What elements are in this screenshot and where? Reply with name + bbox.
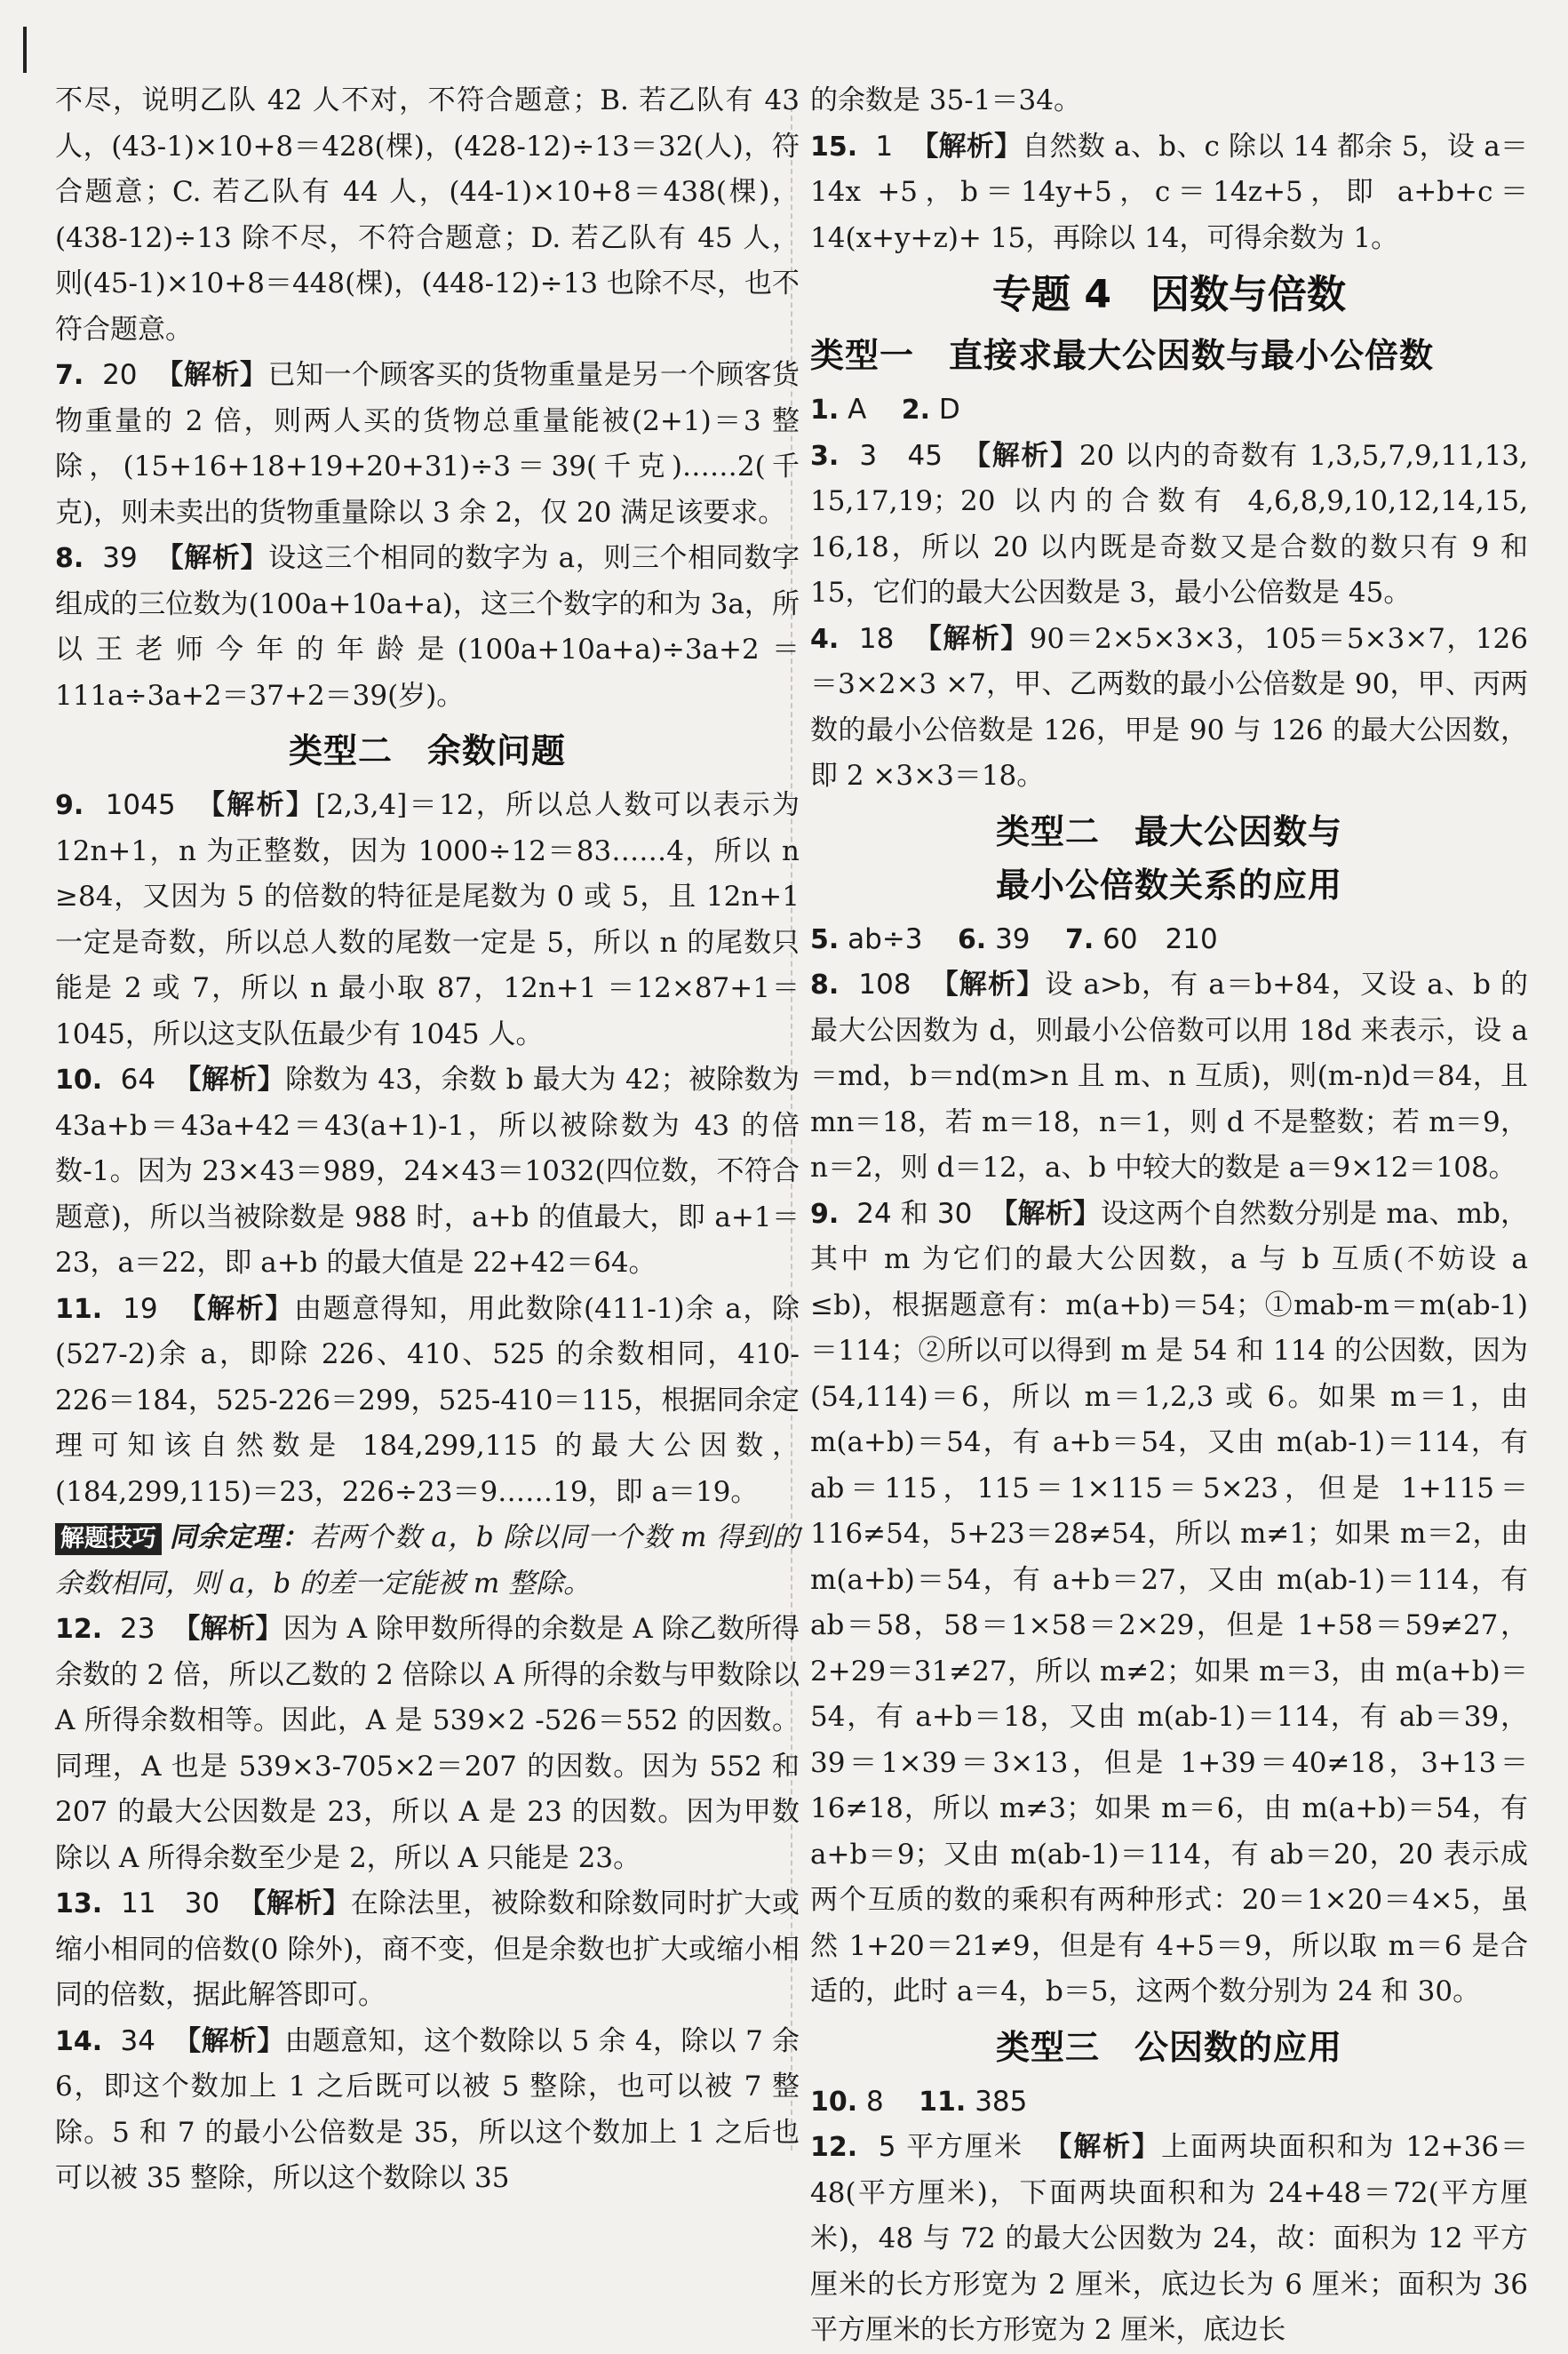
item-explanation: [2,3,4]＝12，所以总人数可以表示为 12n+1，n 为正整数，因为 1000÷12＝83……4，所以 n ≥84，又因为 5 的倍数的特征是尾数为 0 或 5，且 12n+1 一定是奇数，所以总人数的尾数一定是 5，所以 n 的尾数只能是 2 或 7，所以 n 最小取 87，12n+1 ＝12×87+1＝1045，所以这支队伍最少有 1045 人。: [55, 789, 800, 1050]
item-number: 6.: [957, 923, 987, 955]
item-answer: ab÷3: [848, 922, 923, 955]
analysis-tag: 【解析】: [930, 969, 1046, 1001]
analysis-tag: 【解析】: [1044, 2131, 1162, 2163]
page-edge-mark: [23, 27, 27, 73]
answer-items-1-2: [810, 387, 1528, 434]
section-heading-common-factor: 类型三 公因数的应用: [995, 2027, 1342, 2067]
item-answer: 5 平方厘米: [878, 2131, 1023, 2163]
answer-item-12: [810, 2125, 1528, 2354]
analysis-tag: 【解析】: [173, 2024, 285, 2057]
item-answer: 39: [995, 922, 1031, 955]
answer-item-8: [55, 536, 800, 719]
item-number: 4.: [810, 623, 840, 655]
answer-item-7: [55, 353, 800, 536]
item-number: 11.: [919, 2086, 967, 2118]
item-explanation: 设 a>b，有 a＝b+84，又设 a、b 的最大公因数为 d，则最小公倍数可以用 18d 来表示，设 a＝md，b＝nd(m>n 且 m、n 互质)，则(m-n)d＝84，且 mn＝18，若 m＝18，n＝1，则 d 不是整数；若 m＝9，n＝2，则 d＝12，a、b 中较大的数是 a＝9×12＝108。: [810, 969, 1528, 1184]
answer-item-13: [55, 1881, 800, 2019]
analysis-tag: 【解析】: [990, 1197, 1101, 1230]
item-number: 9.: [55, 790, 84, 821]
item-answer: 3 45: [859, 439, 943, 472]
item-number: 5.: [810, 923, 840, 955]
analysis-tag: 【解析】: [172, 1613, 283, 1645]
analysis-tag: 【解析】: [196, 789, 316, 821]
item-answer: 11 30: [121, 1887, 220, 1919]
topic-title: 专题 4 因数与倍数: [992, 272, 1346, 317]
answer-item-11: [55, 1287, 800, 1516]
item-number: 12.: [810, 2132, 858, 2163]
tip-bold: 同余定理：: [169, 1521, 310, 1553]
item-explanation: 自然数 a、b、c 除以 14 都余 5，设 a＝14x +5，b＝14y+5，c＝14z+5，即 a+b+c＝14(x+y+z)+ 15，再除以 14，可得余数为 1。: [810, 130, 1529, 254]
left-column: [55, 78, 800, 2202]
answer-items-5-7: [810, 917, 1528, 963]
item-answer: 64: [120, 1064, 156, 1096]
item-number: 10.: [55, 1065, 103, 1096]
item-explanation: 由题意得知，用此数除(411-1)余 a，除(527-2)余 a，即除 226、410、525 的余数相同，410-226＝184，525-226＝299，525-410＝115，根据同余定理可知该自然数是 184,299,115 的最大公因数，(184,299,115)＝23，226÷23＝9……19，即 a＝19。: [55, 1292, 800, 1508]
item-number: 9.: [810, 1198, 840, 1230]
item-explanation: 除数为 43，余数 b 最大为 42；被除数为 43a+b＝43a+42＝43(a+1)-1，所以被除数为 43 的倍数-1。因为 23×43＝989，24×43＝1032(四位数，不符合题意)，所以当被除数是 988 时，a+b 的值最大，即 a+1＝23，a＝22，即 a+b 的最大值是 22+42＝64。: [55, 1064, 800, 1279]
answer-item-12: [55, 1607, 800, 1881]
answer-item-14: [55, 2019, 800, 2202]
tip-box: [55, 1515, 800, 1607]
answer-item-4: [810, 617, 1528, 800]
item-explanation: 上面两块面积和为 12+36＝48(平方厘米)，下面两块面积和为 24+48＝72(平方厘米)，48 与 72 的最大公因数为 24，故：面积为 12 平方厘米的长方形宽为 2 厘米，底边长为 6 厘米；面积为 36 平方厘米的长方形宽为 2 厘米，底边长: [810, 2131, 1528, 2346]
item-answer: 385: [975, 2085, 1028, 2118]
item-answer: 34: [120, 2024, 155, 2057]
analysis-tag: 【解析】: [911, 130, 1023, 163]
item-explanation: 已知一个顾客买的货物重量是另一个顾客货物重量的 2 倍，则两人买的货物总重量能被(2+1)＝3 整除，(15+16+18+19+20+31)÷3＝39(千克)……2(千克)，则未卖出的货物重量除以 3 余 2，仅 20 满足该要求。: [55, 359, 800, 529]
item-number: 7.: [1064, 923, 1094, 955]
item-number: 12.: [55, 1614, 103, 1645]
item-explanation: 90＝2×5×3×3，105＝5×3×7，126＝3×2×3 ×7，甲、乙两数的最小公倍数是 90，甲、丙两数的最小公倍数是 126，甲是 90 与 126 的最大公因数，即 2 ×3×3＝18。: [810, 622, 1529, 792]
item-answer: 108: [858, 969, 911, 1001]
analysis-tag: 【解析】: [238, 1887, 351, 1919]
item-answer: 19: [123, 1292, 158, 1325]
answer-item-15: [810, 124, 1528, 262]
analysis-tag: 【解析】: [155, 542, 269, 574]
item-number: 14.: [55, 2025, 103, 2057]
item-number: 2.: [901, 395, 931, 426]
item-answer: 20: [102, 359, 138, 391]
item-number: 3.: [810, 440, 840, 472]
item-explanation: 由题意知，这个数除以 5 余 4，除以 7 余 6，即这个数加上 1 之后既可以被 5 整除，也可以被 7 整除。5 和 7 的最小公倍数是 35，所以这个数加上 1 之后也可以被 35 整除，所以这个数除以 35: [55, 2024, 800, 2194]
item-number: 8.: [810, 970, 840, 1001]
analysis-tag: 【解析】: [155, 359, 268, 391]
continued-paragraph: 不尽，说明乙队 42 人不对，不符合题意；B. 若乙队有 43 人，(43-1)×10+8＝428(棵)，(428-12)÷13＝32(人)，符合题意；C. 若乙队有 44 人，(44-1)×10+8＝438(棵)，(438-12)÷13 除不尽，不符合题意；D. 若乙队有 45 人，则(45-1)×10+8＝448(棵)，(448-12)÷13 也除不尽，也不符合题意。: [55, 84, 800, 346]
tip-text: 若两个数 a，b 除以同一个数 m 得到的余数相同，则 a，b 的差一定能被 m 整除。: [55, 1521, 800, 1600]
section-heading-relation-a: 类型二 最大公因数与: [995, 811, 1342, 851]
item-number: 13.: [55, 1888, 103, 1919]
item-answer: 1: [875, 130, 894, 163]
item-answer: 24 和 30: [856, 1197, 973, 1230]
item-explanation: 20 以内的奇数有 1,3,5,7,9,11,13, 15,17,19；20 以内的合数有 4,6,8,9,10,12,14,15, 16,18，所以 20 以内既是奇数又是合数的数只有 9 和 15，它们的最大公因数是 3，最小公倍数是 45。: [810, 439, 1528, 609]
item-answer: A: [848, 394, 867, 426]
item-explanation: 在除法里，被除数和除数同时扩大或缩小相同的倍数(0 除外)，商不变，但是余数也扩大或缩小相同的倍数，据此解答即可。: [55, 1887, 800, 2011]
tip-label: 解题技巧: [55, 1523, 162, 1555]
item-number: 15.: [810, 131, 858, 163]
answer-item-9: [810, 1192, 1528, 2015]
item-explanation: 设这两个自然数分别是 ma、mb，其中 m 为它们的最大公因数，a 与 b 互质(不妨设 a ≤b)，根据题意有：m(a+b)＝54；①mab-m＝m(ab-1)＝114；②所以可以得到 m 是 54 和 114 的公因数，因为(54,114)＝6，所以 m＝1,2,3 或 6。如果 m＝1，由 m(a+b)＝54，有 a+b＝54，又由 m(ab-1)＝114，有 ab＝115，115＝1×115＝5×23，但是 1+115＝116≠54，5+23＝28≠54，所以 m≠1；如果 m＝2，由 m(a+b)＝54，有 a+b＝27，又由 m(ab-1)＝114，有 ab＝58，58＝1×58＝2×29，但是 1+58＝59≠27，2+29＝31≠27，所以 m≠2；如果 m＝3，由 m(a+b)＝54，有 a+b＝18，又由 m(ab-1)＝114，有 ab＝39，39＝1×39＝3×13，但是 1+39＝40≠18，3+13＝16≠18，所以 m≠3；如果 m＝6，由 m(a+b)＝54，有 a+b＝9；又由 m(ab-1)＝114，有 ab＝20，20 表示成两个互质的数的乘积有两种形式：20＝1×20＝4×5，虽然 1+20＝21≠9，但是有 4+5＝9，所以取 m＝6 是合适的，此时 a＝4，b＝5，这两个数分别为 24 和 30。: [810, 1197, 1528, 2007]
item-number: 7.: [55, 360, 84, 391]
item-answer: 60 210: [1102, 922, 1218, 955]
section-heading-direct: 类型一 直接求最大公因数与最小公倍数: [810, 336, 1435, 375]
item-answer: 8: [866, 2085, 884, 2118]
answer-item-10: [55, 1057, 800, 1287]
item-number: 10.: [810, 2086, 858, 2118]
answer-items-10-11: [810, 2079, 1528, 2126]
section-heading-remainder: 类型二 余数问题: [288, 731, 566, 770]
item-answer: 18: [858, 622, 895, 655]
answer-item-3: [810, 434, 1528, 617]
continued-paragraph: 的余数是 35-1＝34。: [810, 84, 1081, 116]
item-explanation: 因为 A 除甲数所得的余数是 A 除乙数所得余数的 2 倍，所以乙数的 2 倍除以 A 所得的余数与甲数除以 A 所得余数相等。因此，A 是 539×2 -526＝552 的因数。同理，A 也是 539×3-705×2＝207 的因数。因为 552 和 207 的最大公因数是 23，所以 A 是 23 的因数。因为甲数除以 A 所得余数至少是 2，所以 A 只能是 23。: [55, 1613, 800, 1874]
analysis-tag: 【解析】: [963, 439, 1079, 472]
analysis-tag: 【解析】: [173, 1064, 286, 1096]
item-number: 11.: [55, 1293, 103, 1325]
item-number: 8.: [55, 543, 84, 574]
item-explanation: 设这三个相同的数字为 a，则三个相同数字组成的三位数为(100a+10a+a)，这三个数字的和为 3a，所以王老师今年的年龄是(100a+10a+a)÷3a+2＝111a÷3a+2＝37+2＝39(岁)。: [55, 542, 800, 712]
item-number: 1.: [810, 395, 840, 426]
section-heading-relation-b: 最小公倍数关系的应用: [995, 865, 1342, 905]
answer-item-9: [55, 783, 800, 1057]
analysis-tag: 【解析】: [178, 1292, 294, 1325]
analysis-tag: 【解析】: [913, 622, 1030, 655]
item-answer: 39: [102, 542, 138, 574]
item-answer: D: [938, 394, 960, 426]
item-answer: 1045: [105, 789, 176, 821]
item-answer: 23: [120, 1613, 155, 1645]
answer-item-8: [810, 962, 1528, 1192]
right-column: [810, 78, 1528, 2354]
